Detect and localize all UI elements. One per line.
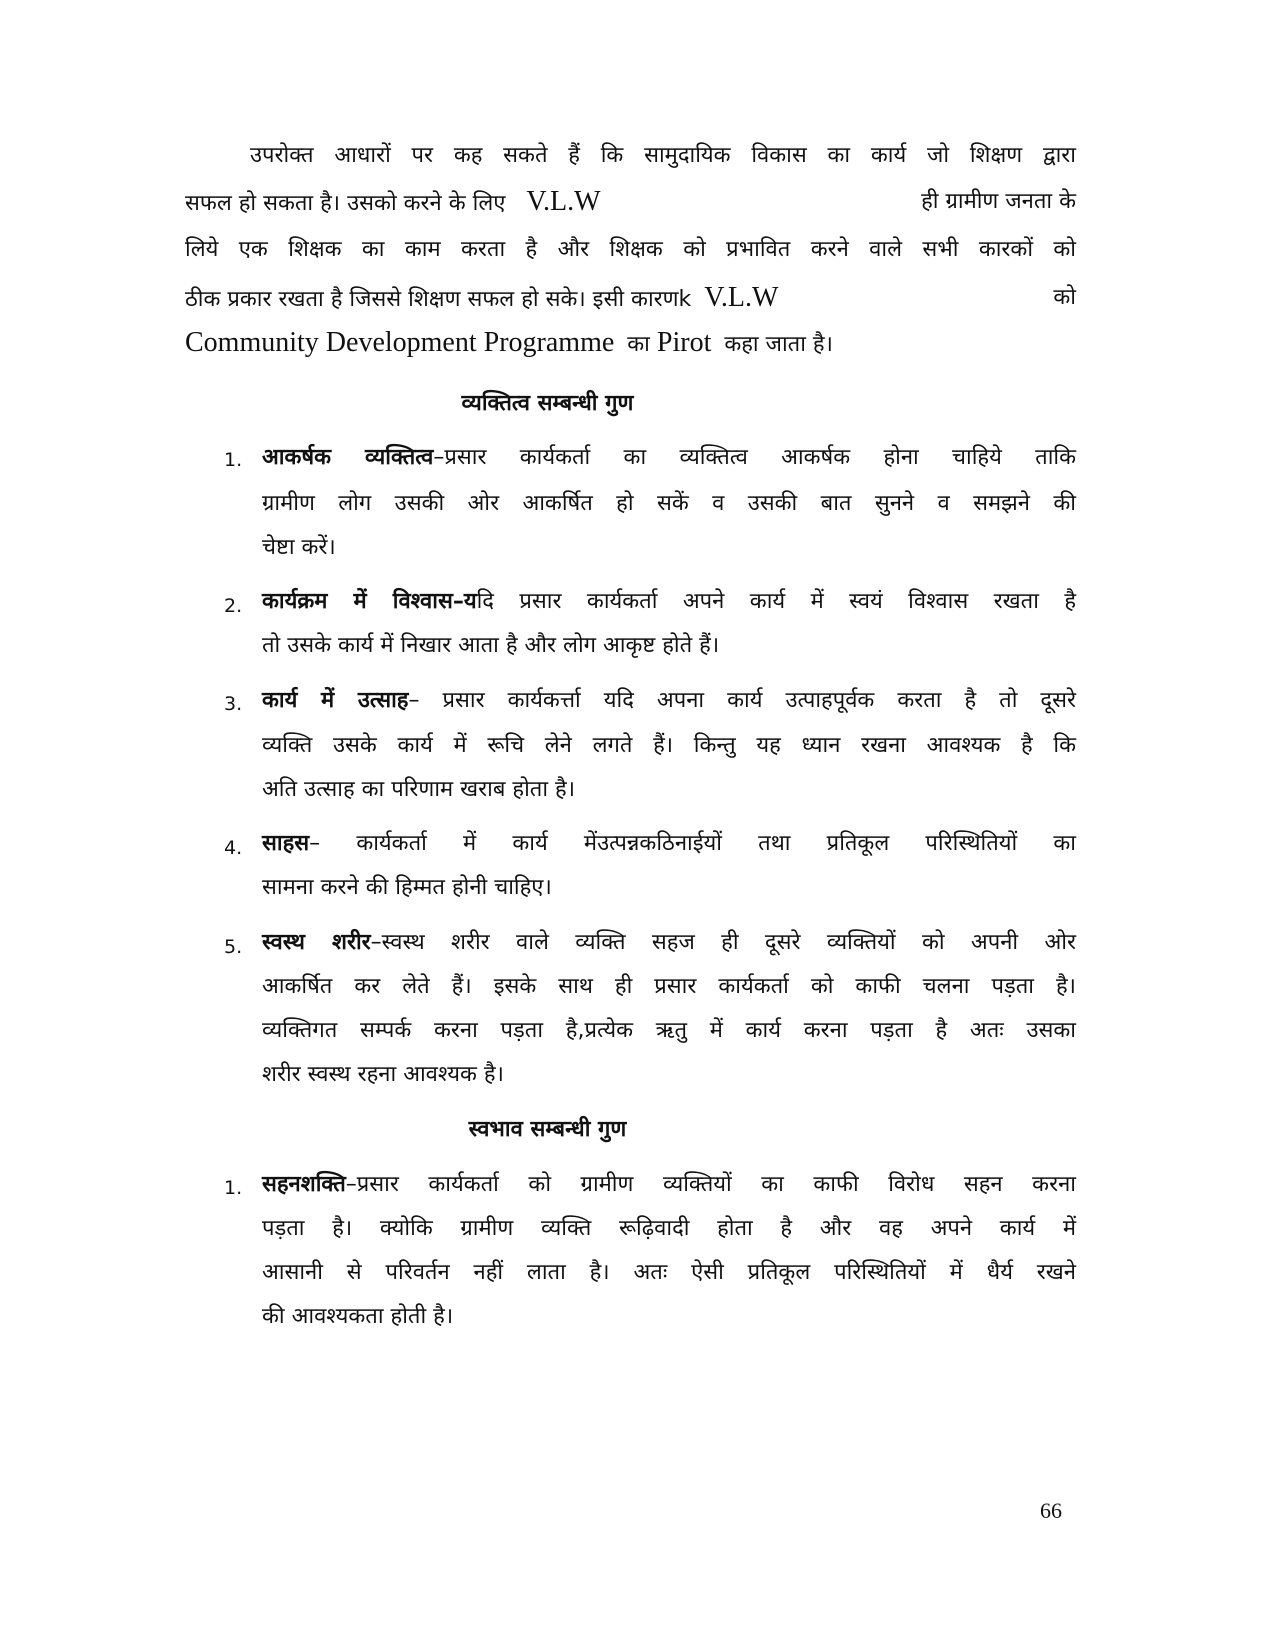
list-number: 3. [224,693,243,715]
list-number: 2. [224,595,243,617]
list-number: 1. [224,1177,243,1199]
item-title: साहस [262,831,310,856]
intro-line-2-text: सफल हो सकता है। उसको करने के लिए [185,191,506,216]
vlw-text: V.L.W [526,186,601,217]
list-item-line [262,928,1076,958]
list-item-line: अति उत्साह का परिणाम खराब होता है। [262,777,576,802]
item-text: –प्रसार कार्यकर्ता का व्यक्तित्व आकर्षक होना चाहिये ताकि [433,445,1077,470]
section-heading-1: व्यक्तित्व सम्बन्धी गुण [461,391,634,416]
list-item-line: ग्रामीण लोग उसकी ओर आकर्षित हो सकें व उसकी बात सुनने व समझने की [262,491,1076,516]
list-item-line [262,443,1076,473]
list-item-line: व्यक्ति उसके कार्य में रूचि लेने लगते हैं। किन्तु यह ध्यान रखना आवश्यक है कि [262,733,1076,758]
pirot-text: Pirot [656,327,712,358]
item-title: कार्य में उत्साह [262,688,409,713]
intro-line-5-end: कहा जाता है। [724,332,833,357]
page-number: 66 [1040,1498,1062,1523]
list-item-line: की आवश्यकता होती है। [262,1304,454,1329]
list-item-line [262,829,1076,859]
intro-line-1: उपरोक्त आधारों पर कह सकते हैं कि सामुदायिक विकास का कार्य जो शिक्षण द्वारा [250,143,1076,168]
item-title: आकर्षक व्यक्तित्व [262,445,434,470]
intro-line-3: लिये एक शिक्षक का काम करता है और शिक्षक को प्रभावित करने वाले सभी कारकों को [185,237,1076,262]
item-title: कार्यक्रम में विश्वास–य [262,589,477,614]
list-item-line: सामना करने की हिम्मत होनी चाहिए। [262,875,552,900]
intro-line-5-ka: का [627,332,650,357]
list-item-line [262,686,1076,716]
list-number: 4. [224,837,243,859]
item-text: –स्वस्थ शरीर वाले व्यक्ति सहज ही दूसरे व्यक्तियों को अपनी ओर [370,930,1076,955]
list-number: 5. [224,936,243,958]
intro-line-5 [185,328,1076,360]
list-item-line: व्यक्तिगत सम्पर्क करना पड़ता है,प्रत्येक ऋतु में कार्य करना पड़ता है अतः उसका [262,1018,1076,1043]
item-text: – कार्यकर्ता में कार्य मेंउत्पन्नकठिनाईयों तथा प्रतिकूल परिस्थितियों का [309,831,1076,856]
item-title: सहनशक्ति [262,1172,346,1197]
list-item-line [262,587,1076,617]
list-item-line: आसानी से परिवर्तन नहीं लाता है। अतः ऐसी प्रतिकूल परिस्थितियों में धैर्य रखने [262,1260,1076,1285]
intro-line-4-end: को [1053,285,1076,310]
list-item-line: आकर्षित कर लेते हैं। इसके साथ ही प्रसार कार्यकर्ता को काफी चलना पड़ता है। [262,974,1076,999]
item-text: –प्रसार कार्यकर्ता को ग्रामीण व्यक्तियों का काफी विरोध सहन करना [345,1172,1076,1197]
list-item-line: तो उसके कार्य में निखार आता है और लोग आकृष्ट होते हैं। [262,633,720,658]
cdp-text: Community Development Programme [185,327,615,358]
section-heading-2: स्वभाव सम्बन्धी गुण [468,1117,627,1142]
list-item-line: पड़ता है। क्योकि ग्रामीण व्यक्ति रूढ़िवादी होता है और वह अपने कार्य में [262,1216,1076,1241]
intro-line-2 [185,187,1076,219]
list-item-line: शरीर स्वस्थ रहना आवश्यक है। [262,1062,504,1087]
item-text: दि प्रसार कार्यकर्ता अपने कार्य में स्वयं विश्वास रखता है [476,589,1076,614]
intro-line-4 [185,283,1076,315]
intro-line-2-end: ही ग्रामीण जनता के [921,189,1076,214]
vlw-text-2: V.L.W [704,282,779,313]
item-text: – प्रसार कार्यकर्त्ता यदि अपना कार्य उत्पाहपूर्वक करता है तो दूसरे [408,688,1076,713]
intro-line-4-text: ठीक प्रकार रखता है जिससे शिक्षण सफल हो सके। इसी कारणk [185,287,692,312]
list-item-line: चेष्टा करें। [262,535,336,560]
list-number: 1. [224,449,243,471]
list-item-line [262,1170,1076,1200]
item-title: स्वस्थ शरीर [262,930,371,955]
